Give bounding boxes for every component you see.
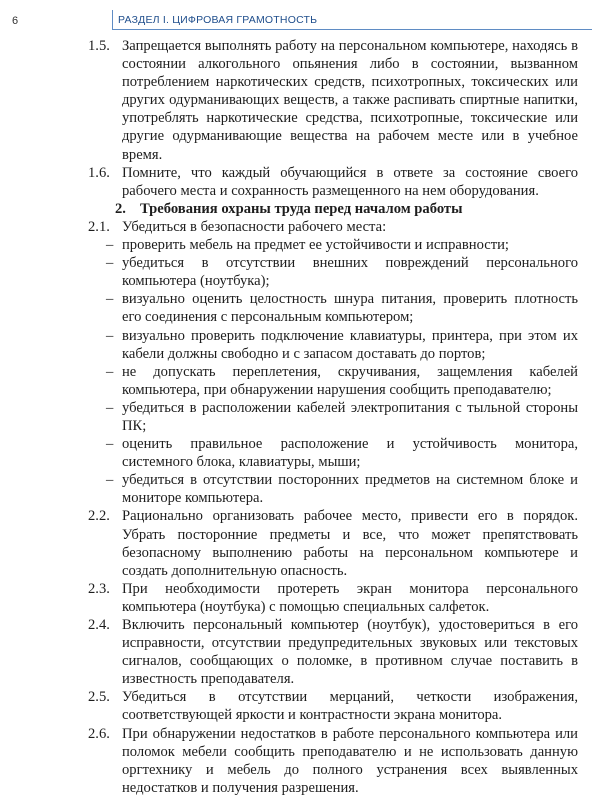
bullet-item [70,236,578,254]
bullet-dash: – [106,255,114,272]
section-heading [70,200,578,218]
bullet-dash: – [106,472,114,489]
item-text: убедиться в отсутствии посторонних предметов на системном блоке и мониторе компьютера. [122,472,578,507]
item-text: Помните, что каждый обучающийся в ответе за состояние своего рабочего места и сохранность размещенного на нем оборудования. [122,164,578,199]
item-text: убедиться в расположении кабелей электропитания с тыльной стороны ПК; [122,399,578,434]
item-text: При обнаружении недостатков в работе персонального компьютера или поломок мебели сообщить преподавателю и не использовать данную оргтехнику и мебель до полного устранения всех выявленных недостатков и получения разрешения. [122,725,578,796]
bullet-item [70,254,578,290]
item-number: 2.3. [88,580,110,597]
section-heading-text: Требования охраны труда перед началом работы [140,200,463,217]
item-number: 2.5. [88,689,110,706]
item-number: 1.5. [88,38,110,54]
item-text: визуально оценить целостность шнура питания, проверить плотность его соединения с персональным компьютером; [122,291,578,326]
page-body [70,37,578,797]
bullet-item [70,471,578,507]
item-number: 2.2. [88,508,110,525]
numbered-item [70,725,578,797]
item-text: Убедиться в безопасности рабочего места: [122,218,387,235]
numbered-item [70,218,578,236]
item-text: визуально проверить подключение клавиатуры, принтера, при этом их кабели должны свободно и с запасом доставать до портов; [122,327,578,362]
item-number: 2.4. [88,617,110,633]
bullet-item [70,399,578,435]
bullet-dash: – [106,291,114,308]
numbered-item [70,37,578,164]
page-number: 6 [12,15,19,27]
item-text: При необходимости протереть экран монитора персонального компьютера (ноутбука) с помощью специальных салфеток. [122,580,578,615]
item-number: 1.6. [88,164,110,181]
bullet-dash: – [106,399,114,416]
bullet-dash: – [106,327,114,344]
numbered-item [70,580,578,616]
section-title: РАЗДЕЛ I. ЦИФРОВАЯ ГРАМОТНОСТЬ [118,14,318,26]
bullet-dash: – [106,436,114,453]
item-text: оценить правильное расположение и устойчивость монитора, системного блока, клавиатуры, мыши; [122,436,578,471]
running-header [0,0,600,30]
item-number: 2.1. [88,218,110,235]
numbered-item [70,507,578,579]
item-text: Рационально организовать рабочее место, привести его в порядок. Убрать посторонние предметы и все, что может препятствовать безопасному выполнению работы на персональном компьютере и создать дополнительную опасность. [122,508,578,579]
section-heading-number: 2. [115,200,126,217]
numbered-item [70,616,578,688]
numbered-item [70,688,578,724]
items-after [70,218,578,797]
items-before [70,37,578,200]
bullet-item [70,290,578,326]
item-text: Убедиться в отсутствии мерцаний, четкости изображения, соответствующей яркости и контрастности экрана монитора. [122,689,578,724]
item-number: 2.6. [88,725,110,742]
numbered-item [70,164,578,200]
bullet-dash: – [106,237,114,254]
item-text: Включить персональный компьютер (ноутбук), удостовериться в его исправности, отсутствии предупредительных звуковых или текстовых сигналов, сообщающих о поломке, в противном случае поставить в известность преподавателя. [122,617,578,688]
bullet-item [70,435,578,471]
bullet-item [70,327,578,363]
item-text: не допускать переплетения, скручивания, защемления кабелей компьютера, при обнаружении нарушения сообщить преподавателю; [122,363,578,398]
item-text: проверить мебель на предмет ее устойчивости и исправности; [122,237,509,254]
item-text: Запрещается выполнять работу на персональном компьютере, находясь в состоянии алкогольного опьянения либо в состоянии, вызванном потреблением наркотических средств, психотропных, токсических или других одурманивающих веществ, а также распивать спиртные напитки, употреблять наркотические средства, психотропные, токсические или другие одурманивающие вещества на рабочем месте или в учебное время. [122,38,578,163]
bullet-item [70,363,578,399]
header-rule [112,29,592,30]
header-rule-vertical [112,10,113,29]
bullet-dash: – [106,363,114,380]
item-text: убедиться в отсутствии внешних повреждений персонального компьютера (ноутбука); [122,255,578,290]
